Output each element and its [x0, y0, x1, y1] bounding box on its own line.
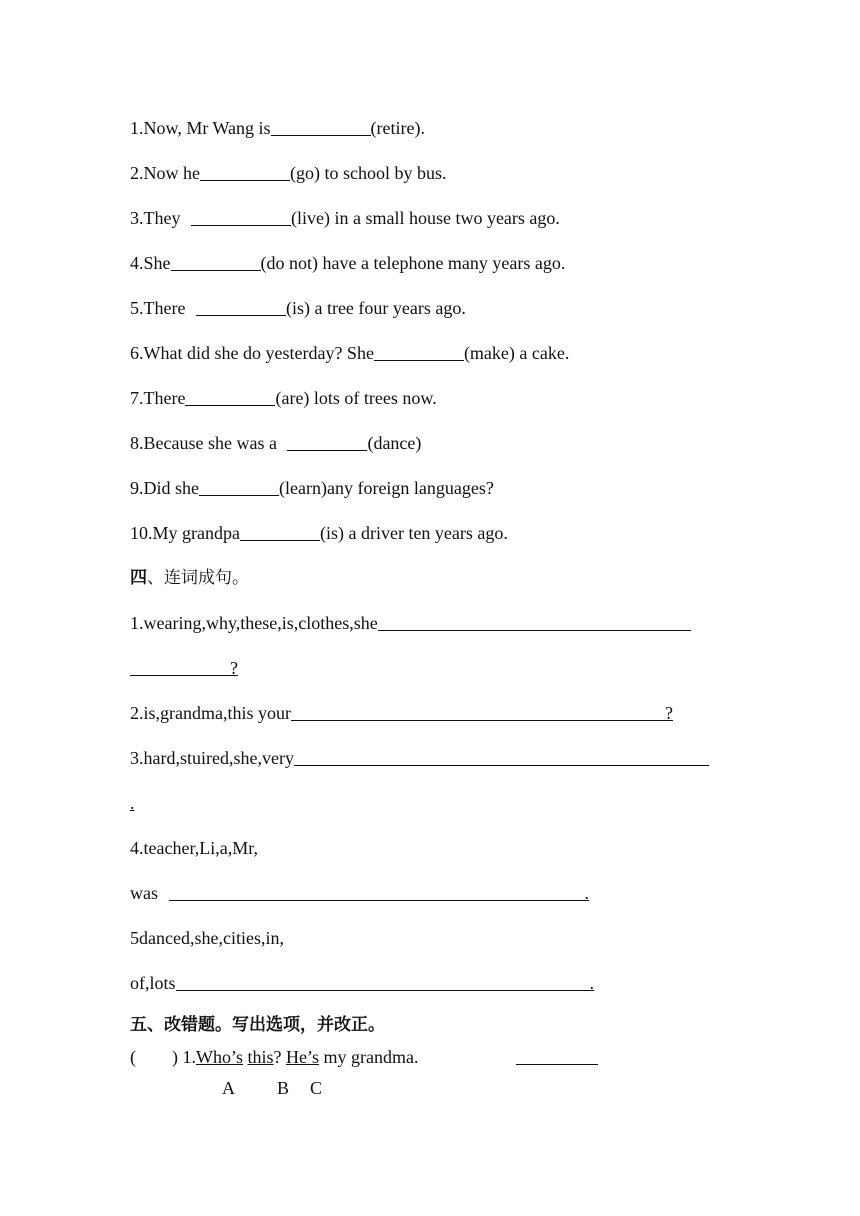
q3-5-hint: (is) a tree four years ago. [285, 298, 466, 318]
q3-8 [130, 431, 421, 455]
q3-4-text: 4.She [130, 253, 171, 273]
q3-4 [130, 251, 565, 275]
answer-blank[interactable] [191, 207, 291, 226]
q4-5-words: 5danced,she,cities,in, [130, 928, 284, 948]
q4-4-words: 4.teacher,Li,a,Mr, [130, 838, 258, 858]
q3-3 [130, 206, 560, 230]
q5-1-part-a: Who’s [196, 1047, 243, 1067]
q4-1 [130, 611, 691, 635]
q3-9-hint: (learn)any foreign languages? [279, 478, 494, 498]
q3-2 [130, 161, 447, 185]
option-b-label: B [277, 1078, 290, 1098]
q4-4-cont [130, 881, 589, 905]
q3-1-hint: (retire). [370, 118, 426, 138]
q5-1-rest: my grandma. [319, 1047, 419, 1067]
answer-blank[interactable] [374, 342, 464, 361]
answer-blank[interactable] [294, 747, 709, 766]
q3-1-text: 1.Now, Mr Wang is [130, 118, 271, 138]
q4-4-words2: was [130, 883, 163, 903]
option-a-label: A [222, 1078, 235, 1098]
q4-5-end: . [589, 973, 595, 993]
q3-7-hint: (are) lots of trees now. [275, 388, 437, 408]
q4-4-end: . [584, 883, 589, 903]
q3-5-text: 5.There [130, 298, 190, 318]
answer-blank[interactable] [240, 522, 320, 541]
q4-2 [130, 701, 673, 725]
answer-blank[interactable] [196, 297, 286, 316]
answer-blank[interactable] [199, 477, 279, 496]
q3-6-text: 6.What did she do yesterday? She [130, 343, 374, 363]
correction-blank[interactable] [516, 1064, 598, 1065]
answer-blank[interactable] [271, 117, 371, 136]
q3-10 [130, 521, 508, 545]
q3-6-hint: (make) a cake. [463, 343, 570, 363]
section5-title: 五、改错题。写出选项，并改正。 [130, 1015, 385, 1035]
q4-3 [130, 746, 709, 770]
q5-1-part-c: He’s [286, 1047, 320, 1067]
q4-4 [130, 836, 258, 860]
q3-8-hint: (dance) [367, 433, 422, 453]
q3-2-hint: (go) to school by bus. [290, 163, 447, 183]
q3-3-hint: (live) in a small house two years ago. [290, 208, 560, 228]
q3-2-text: 2.Now he [130, 163, 200, 183]
answer-blank[interactable] [169, 882, 585, 901]
answer-blank[interactable] [171, 252, 261, 271]
answer-blank[interactable] [200, 162, 290, 181]
q4-5 [130, 926, 284, 950]
q3-7 [130, 386, 437, 410]
q4-2-words: 2.is,grandma,this your [130, 703, 291, 723]
q3-10-text: 10.My grandpa [130, 523, 240, 543]
q3-6 [130, 341, 569, 365]
q3-10-hint: (is) a driver ten years ago. [319, 523, 508, 543]
q4-1-cont [130, 656, 238, 680]
q4-5-words2: of,lots [130, 973, 176, 993]
q4-1-words: 1.wearing,why,these,is,clothes,she [130, 613, 378, 633]
answer-blank[interactable] [130, 657, 230, 676]
section4-heading [130, 566, 249, 590]
q3-7-text: 7.There [130, 388, 186, 408]
q4-1-end: ? [230, 658, 238, 678]
section4-title: 、连词成句。 [147, 568, 249, 588]
answer-blank[interactable] [287, 432, 367, 451]
q4-5-cont [130, 971, 594, 995]
q4-2-end: ? [664, 703, 673, 723]
q3-8-text: 8.Because she was a [130, 433, 282, 453]
q4-3-cont [130, 791, 135, 815]
q3-5 [130, 296, 466, 320]
option-c-label: C [310, 1078, 323, 1098]
q4-3-words: 3.hard,stuired,she,very [130, 748, 294, 768]
q3-4-hint: (do not) have a telephone many years ago. [260, 253, 566, 273]
q5-1-paren: ( ) 1. [130, 1047, 196, 1067]
q3-9 [130, 476, 494, 500]
answer-blank[interactable] [185, 387, 275, 406]
q4-3-end: . [130, 793, 135, 813]
q5-1 [130, 1045, 419, 1069]
q3-9-text: 9.Did she [130, 478, 199, 498]
section4-number: 四 [130, 568, 147, 588]
q3-3-text: 3.They [130, 208, 185, 228]
answer-blank[interactable] [291, 702, 665, 721]
answer-blank[interactable] [176, 972, 590, 991]
answer-blank[interactable] [378, 612, 691, 631]
q5-1-qmark: ? [273, 1047, 287, 1067]
section5-heading [130, 1013, 385, 1037]
q5-1-part-b: this [247, 1047, 274, 1067]
q3-1 [130, 116, 425, 140]
